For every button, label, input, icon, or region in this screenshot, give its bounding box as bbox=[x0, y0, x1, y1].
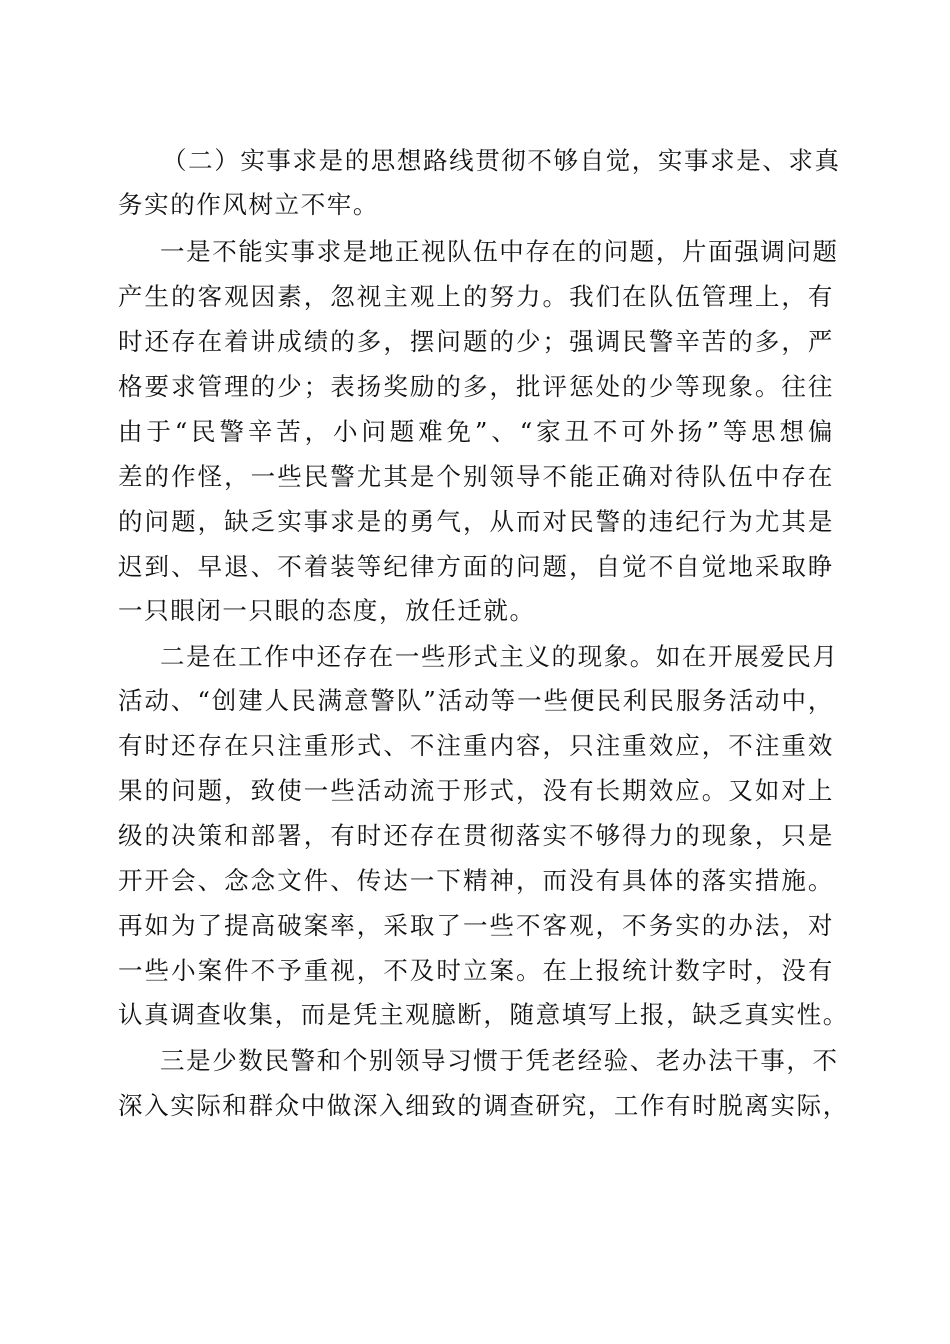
paragraph-line: 迟到、早退、不着装等纪律方面的问题，自觉不自觉地采取睁 bbox=[118, 552, 834, 581]
paragraph-line: 时还存在着讲成绩的多，摆问题的少；强调民警辛苦的多，严 bbox=[118, 327, 834, 356]
paragraph-line: 一是不能实事求是地正视队伍中存在的问题，片面强调问题 bbox=[160, 237, 839, 266]
paragraph-line: 差的作怪，一些民警尤其是个别领导不能正确对待队伍中存在 bbox=[118, 462, 834, 491]
heading-line: 务实的作风树立不牢。 bbox=[118, 190, 379, 219]
paragraph-line: 深入实际和群众中做深入细致的调查研究，工作有时脱离实际， bbox=[118, 1091, 849, 1120]
paragraph-line: 开开会、念念文件、传达一下精神，而没有具体的落实措施。 bbox=[118, 866, 834, 895]
paragraph-line: 二是在工作中还存在一些形式主义的现象。如在开展爱民月 bbox=[160, 642, 839, 671]
paragraph-line: 一只眼闭一只眼的态度，放任迁就。 bbox=[118, 596, 536, 625]
paragraph-line: 果的问题，致使一些活动流于形式，没有长期效应。又如对上 bbox=[118, 776, 834, 805]
paragraph-line: 有时还存在只注重形式、不注重内容，只注重效应，不注重效 bbox=[118, 731, 834, 760]
paragraph-line: 活动、“创建人民满意警队”活动等一些便民利民服务活动中， bbox=[118, 686, 834, 715]
heading-line: （二）实事求是的思想路线贯彻不够自觉，实事求是、求真 bbox=[162, 146, 841, 175]
paragraph-line: 格要求管理的少；表扬奖励的多，批评惩处的少等现象。往往 bbox=[118, 372, 834, 401]
paragraph-line: 认真调查收集，而是凭主观臆断，随意填写上报，缺乏真实性。 bbox=[118, 1000, 849, 1029]
paragraph-line: 级的决策和部署，有时还存在贯彻落实不够得力的现象，只是 bbox=[118, 821, 834, 850]
paragraph-line: 的问题，缺乏实事求是的勇气，从而对民警的违纪行为尤其是 bbox=[118, 507, 834, 536]
paragraph-line: 再如为了提高破案率，采取了一些不客观，不务实的办法，对 bbox=[118, 911, 834, 940]
paragraph-line: 产生的客观因素，忽视主观上的努力。我们在队伍管理上，有 bbox=[118, 282, 834, 311]
paragraph-line: 由于“民警辛苦，小问题难免”、“家丑不可外扬”等思想偏 bbox=[118, 417, 834, 446]
paragraph-line: 三是少数民警和个别领导习惯于凭老经验、老办法干事，不 bbox=[160, 1046, 839, 1075]
paragraph-line: 一些小案件不予重视，不及时立案。在上报统计数字时，没有 bbox=[118, 956, 834, 985]
